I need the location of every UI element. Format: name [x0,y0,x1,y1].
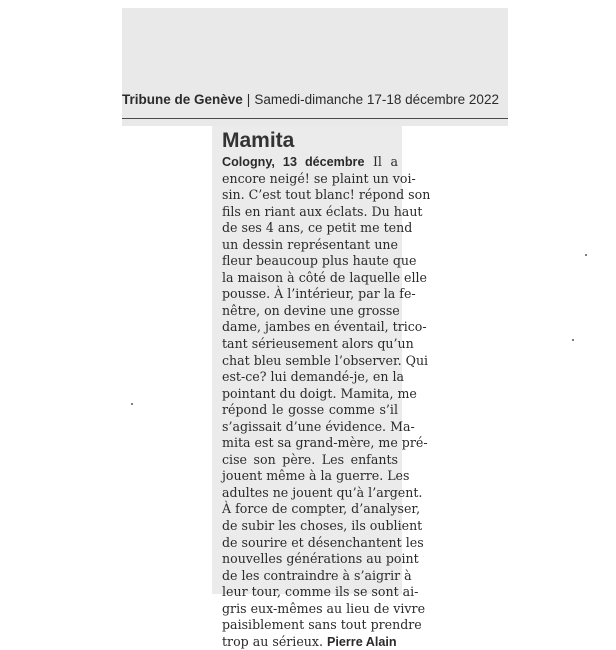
article-line: nêtre, on devine une grosse [222,302,400,318]
article-line: répond le gosse comme s’il [222,402,398,418]
scan-speck [131,403,133,405]
article-line: est-ce? lui demandé-je, en la [222,369,404,385]
publication-name: Tribune de Genève [122,92,243,107]
article-line: paisiblement sans tout prendre [222,617,422,633]
scan-speck [572,339,574,341]
article-line: fleur beaucoup plus haute que [222,253,417,269]
article-line: cise son père. Les enfants [222,451,398,467]
article-first-line-text: Il a [364,154,398,169]
article-closing-text: trop au sérieux. [222,633,323,649]
article-line: mita est sa grand-mère, me pré- [222,435,428,451]
article-line: dame, jambes en éventail, trico- [222,319,427,335]
article-line: chat bleu semble l’observer. Qui [222,352,429,368]
article-author: Pierre Alain [327,634,397,649]
article-line: de subir les choses, ils oublient [222,518,423,534]
scan-speck [585,254,587,256]
article-line: la maison à côté de laquelle elle [222,269,427,285]
article-line [222,154,398,171]
article-line: de ses 4 ans, ce petit me tend [222,220,413,236]
article-line: À force de compter, d’analyser, [222,501,421,517]
article-line: un dessin représentant une [222,236,398,252]
article-line: pousse. À l’intérieur, par la fe- [222,286,416,302]
article-line: s’agissait d’une évidence. Ma- [222,418,415,434]
article-line: encore neigé! se plaint un voi- [222,170,416,186]
masthead-separator: | [246,92,251,107]
article-line: tant sérieusement alors qu’un [222,336,414,352]
article-last-line [222,634,398,650]
masthead-rule [122,118,508,119]
masthead [122,92,508,107]
article-line: leur tour, comme ils se sont ai- [222,584,419,600]
article-line: gris eux-mêmes au lieu de vivre [222,600,426,616]
article-line: de sourire et désenchantent les [222,534,424,550]
article-body [222,154,431,650]
issue-date: Samedi-dimanche 17-18 décembre 2022 [254,92,499,107]
scan-header-background [122,8,508,126]
article-column [222,128,431,650]
article-title: Mamita [222,129,295,152]
article-line: fils en riant aux éclats. Du haut [222,203,423,219]
article-line: jouent même à la guerre. Les [222,468,410,484]
article-line: nouvelles générations au point [222,551,419,567]
article-line: de les contraindre à s’aigrir à [222,567,412,583]
article-line: pointant du doigt. Mamita, me [222,385,417,401]
article-dateline: Cologny, 13 décembre [222,155,365,169]
article-line: adultes ne jouent qu’à l’argent. [222,484,423,500]
article-line: sin. C’est tout blanc! répond son [222,187,431,203]
